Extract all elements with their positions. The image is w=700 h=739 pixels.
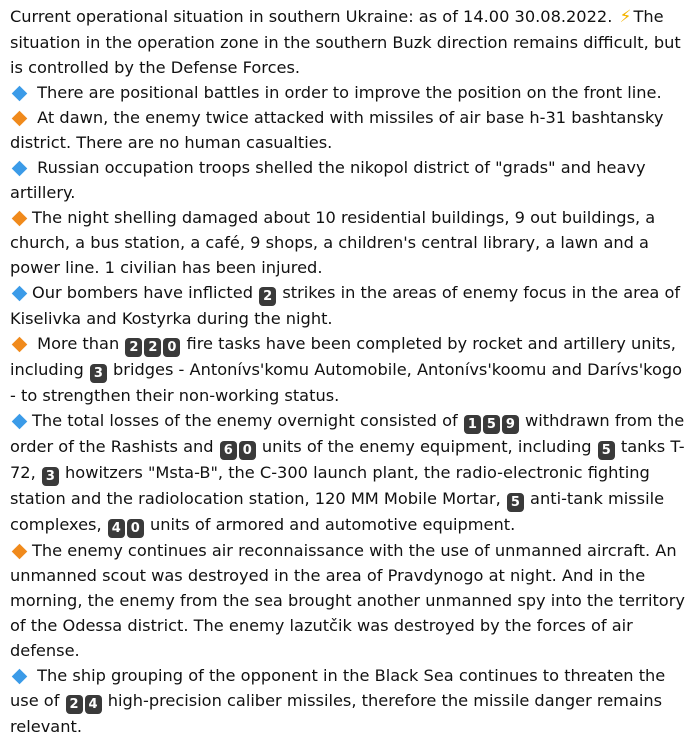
paragraph-intro: Current operational situation in southern Ukraine: as of 14.00 30.08.2022. ⚡ The situation in the operation zone in the southern Buzk direction remains difficult, but is controlled by the Defense Forces. bbox=[10, 7, 681, 77]
keycap-digit-icon: 0 bbox=[239, 441, 256, 460]
blue-diamond-icon bbox=[12, 413, 28, 429]
paragraph-bombers: Our bombers have inflicted 2 strikes in the areas of enemy focus in the area of Kiselivka and Kostyrka during the night. bbox=[10, 283, 681, 328]
blue-diamond-icon bbox=[12, 160, 28, 176]
keycap-digit-icon: 2 bbox=[125, 338, 142, 357]
keycap-digit-icon: 9 bbox=[502, 415, 519, 434]
keycap-digit-icon: 1 bbox=[464, 415, 481, 434]
keycap-digit-icon: 4 bbox=[85, 695, 102, 714]
keycap-digit-icon: 3 bbox=[42, 467, 59, 486]
paragraph-black-sea: The ship grouping of the opponent in the Black Sea continues to threaten the use of 2 4 high-precision caliber missiles, therefore the missile danger remains relevant. bbox=[10, 666, 666, 736]
keycap-digit-icon: 4 bbox=[108, 519, 125, 538]
orange-diamond-icon bbox=[12, 543, 28, 559]
paragraph-enemy-losses: The total losses of the enemy overnight consisted of 1 5 9 withdrawn from the order of the Rashists and 6 0 units of the enemy equipment, including 5 tanks T-72, 3 howitzers "Msta-B", the C-300 launch plant, the radio-electronic fighting station and the radiolocation station, 120 MM Mobile Mortar, 5 anti-tank missile complexes, 4 0 units of armored and automotive equipment. bbox=[10, 411, 685, 536]
blue-diamond-icon bbox=[12, 668, 28, 684]
keycap-digit-icon: 2 bbox=[259, 287, 276, 306]
keycap-digit-icon: 5 bbox=[483, 415, 500, 434]
paragraph-night-shelling: The night shelling damaged about 10 residential buildings, 9 out buildings, a church, a bus station, a café, 9 shops, a children's central library, a lawn and a power line. 1 civilian has been injured. bbox=[10, 208, 656, 277]
blue-diamond-icon bbox=[12, 85, 28, 101]
lightning-icon: ⚡ bbox=[619, 7, 632, 27]
keycap-digit-icon: 0 bbox=[127, 519, 144, 538]
keycap-digit-icon: 5 bbox=[598, 441, 615, 460]
paragraph-air-reconnaissance: The enemy continues air reconnaissance with the use of unmanned aircraft. An unmanned scout was destroyed in the area of Pravdynogo at night. And in the morning, the enemy from the sea brought another unmanned spy into the territory of the Odessa district. The enemy lazutčik was destroyed by the forces of air defense. bbox=[10, 541, 685, 660]
paragraph-nikopol-shelling: Russian occupation troops shelled the nikopol district of "grads" and heavy artillery. bbox=[10, 158, 646, 202]
keycap-digit-icon: 3 bbox=[90, 364, 107, 383]
orange-diamond-icon bbox=[12, 110, 28, 126]
keycap-digit-icon: 6 bbox=[220, 441, 237, 460]
blue-diamond-icon bbox=[12, 285, 28, 301]
paragraph-positional-battles: There are positional battles in order to improve the position on the front line. bbox=[10, 80, 690, 105]
keycap-digit-icon: 2 bbox=[66, 695, 83, 714]
keycap-digit-icon: 0 bbox=[163, 338, 180, 357]
orange-diamond-icon bbox=[12, 210, 28, 226]
paragraph-missile-attack: At dawn, the enemy twice attacked with missiles of air base h-31 bashtansky district. There are no human casualties. bbox=[10, 108, 664, 152]
paragraph-fire-tasks: More than 2 2 0 fire tasks have been completed by rocket and artillery units, including 3 bridges - Antonívs'komu Automobile, Antonívs'koomu and Darívs'kogo - to strengthen their non-working status. bbox=[10, 334, 683, 405]
keycap-digit-icon: 2 bbox=[144, 338, 161, 357]
keycap-digit-icon: 5 bbox=[507, 493, 524, 512]
orange-diamond-icon bbox=[12, 336, 28, 352]
